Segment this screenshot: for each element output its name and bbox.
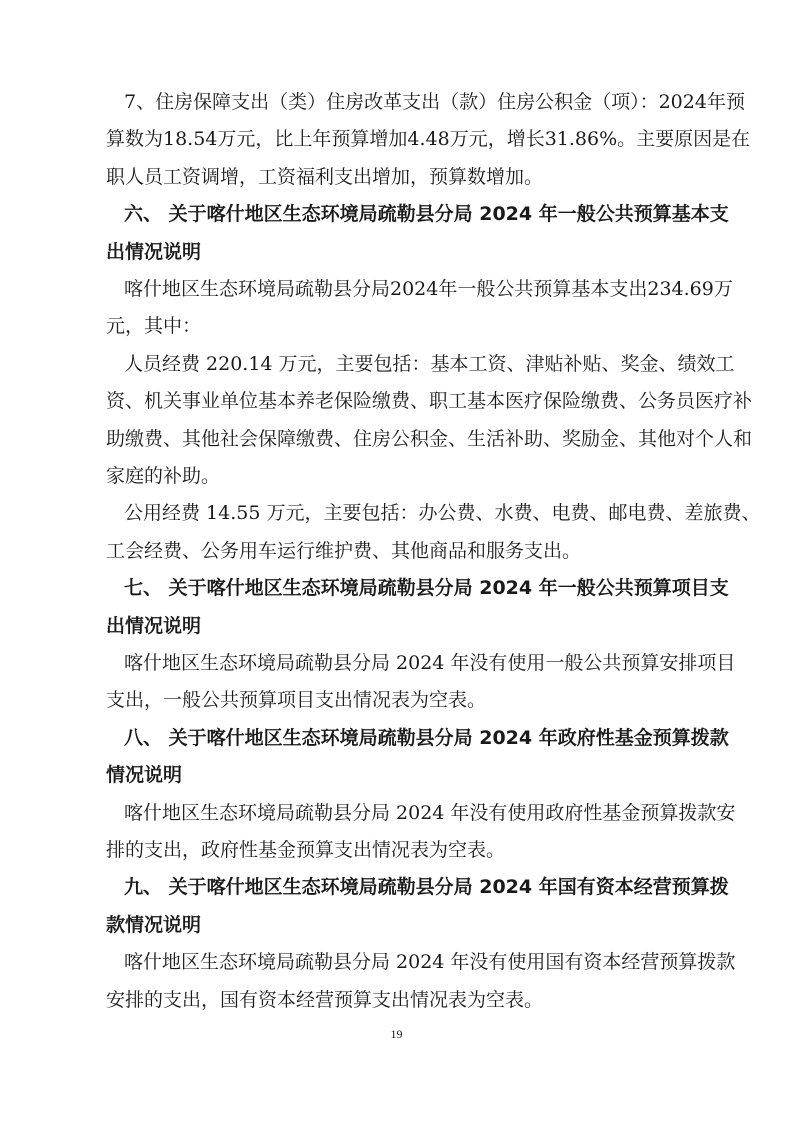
text-line: 家庭的补助。 bbox=[106, 465, 221, 487]
text-line: 7、住房保障支出（类）住房改革支出（款）住房公积金（项）：2024年预 bbox=[124, 91, 745, 113]
section-heading: 情况说明 bbox=[106, 764, 183, 787]
text-line: 资、机关事业单位基本养老保险缴费、职工基本医疗保险缴费、公务员医疗补 bbox=[106, 390, 753, 413]
section-heading: 九、 关于喀什地区生态环境局疏勒县分局 2024 年国有资本经营预算拨 bbox=[124, 876, 729, 899]
text-line: 助缴费、其他社会保障缴费、住房公积金、生活补助、奖励金、其他对个人和 bbox=[106, 427, 753, 450]
text-line: 公用经费 14.55 万元，主要包括：办公费、水费、电费、邮电费、差旅费、 bbox=[124, 502, 761, 525]
text-line: 喀什地区生态环境局疏勒县分局 2024 年没有使用政府性基金预算拨款安 bbox=[124, 801, 736, 824]
text-line: 安排的支出，国有资本经营预算支出情况表为空表。 bbox=[106, 988, 544, 1011]
page-number: 19 bbox=[390, 1027, 403, 1041]
text-line: 人员经费 220.14 万元，主要包括：基本工资、津贴补贴、奖金、绩效工 bbox=[124, 352, 735, 375]
section-heading: 七、 关于喀什地区生态环境局疏勒县分局 2024 年一般公共预算项目支 bbox=[124, 577, 729, 600]
text-line: 算数为18.54万元，比上年预算增加4.48万元，增长31.86%。主要原因是在 bbox=[106, 128, 751, 151]
text-line: 职人员工资调增，工资福利支出增加，预算数增加。 bbox=[106, 165, 544, 188]
section-heading: 款情况说明 bbox=[106, 913, 202, 936]
section-heading: 八、 关于喀什地区生态环境局疏勒县分局 2024 年政府性基金预算拨款 bbox=[124, 726, 729, 749]
text-line: 喀什地区生态环境局疏勒县分局 2024 年没有使用国有资本经营预算拨款 bbox=[124, 951, 736, 974]
section-heading: 六、 关于喀什地区生态环境局疏勒县分局 2024 年一般公共预算基本支 bbox=[124, 203, 729, 226]
text-line: 喀什地区生态环境局疏勒县分局 2024 年没有使用一般公共预算安排项目 bbox=[124, 652, 736, 674]
text-line: 喀什地区生态环境局疏勒县分局2024年一般公共预算基本支出234.69万 bbox=[124, 278, 733, 300]
section-heading: 出情况说明 bbox=[106, 614, 202, 637]
text-line: 元，其中： bbox=[106, 315, 202, 338]
text-line: 排的支出，政府性基金预算支出情况表为空表。 bbox=[106, 839, 506, 861]
text-line: 工会经费、公务用车运行维护费、其他商品和服务支出。 bbox=[106, 539, 582, 562]
section-heading: 出情况说明 bbox=[106, 240, 202, 263]
text-line: 支出，一般公共预算项目支出情况表为空表。 bbox=[106, 689, 487, 712]
